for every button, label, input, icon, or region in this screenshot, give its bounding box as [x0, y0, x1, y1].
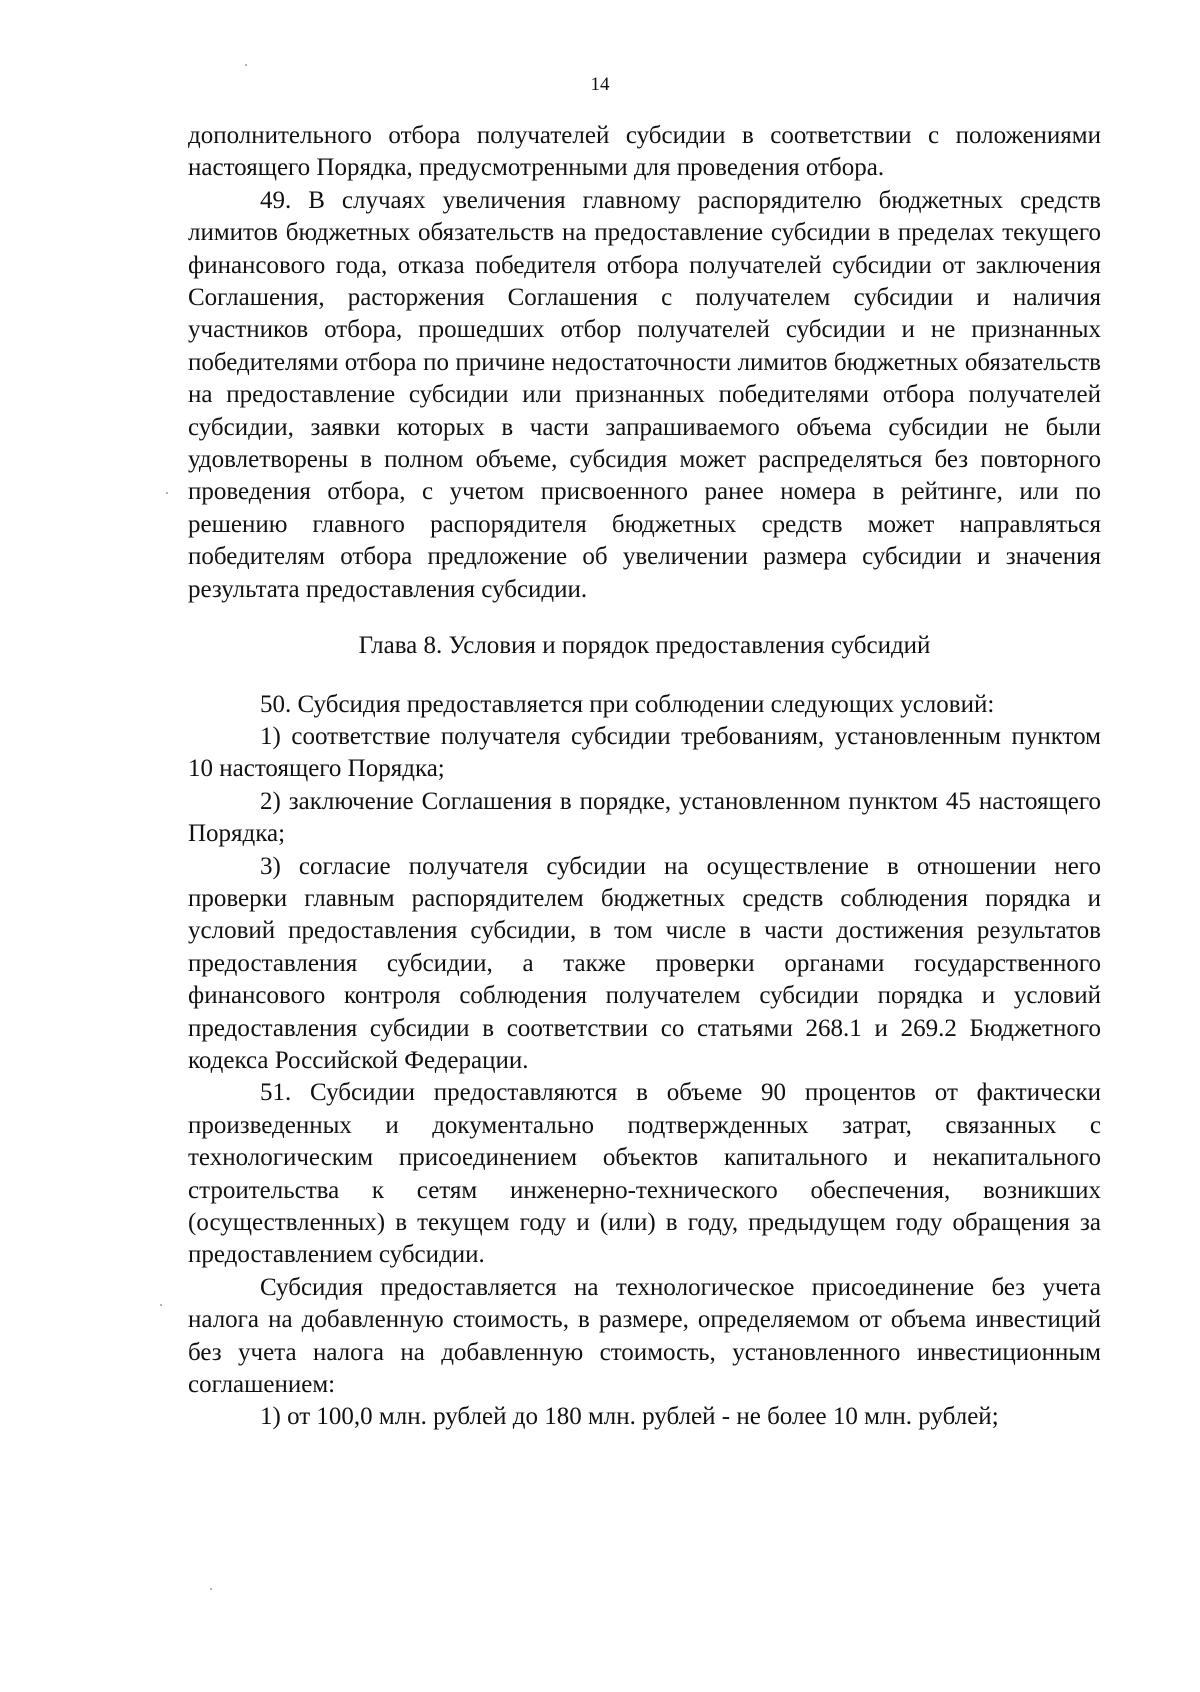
- paragraph-50: 50. Субсидия предоставляется при соблюдении следующих условий:: [260, 690, 995, 718]
- scan-speck: [166, 492, 168, 494]
- chapter-heading: Глава 8. Условия и порядок предоставления субсидий: [358, 632, 931, 660]
- paragraph-49: 49. В случаях увеличения главному распорядителю бюджетных средств лимитов бюджетных обязательств на предоставление субсидии в пределах текущего финансового года, отказа победителя отбора получателей субсидии от заключения Соглашения, расторжения Соглашения с получателем субсидии и наличия участников отбора, прошедших отбор получателей субсидии и не признанных победителями отбора по причине недостаточности лимитов бюджетных обязательств на предоставление субсидии или признанных победителями отбора получателей субсидии, заявки которых в части запрашиваемого объема субсидии не были удовлетворены в полном объеме, субсидия может распределяться без повторного проведения отбора, с учетом присвоенного ранее номера в рейтинге, или по решению главного распорядителя бюджетных средств может направляться победителям отбора предложение об увеличении размера субсидии и значения результата предоставления субсидии.: [188, 186, 1101, 603]
- paragraph-51-subsidy-basis: Субсидия предоставляется на технологическое присоединение без учета налога на добавленную стоимость, в размере, определяемом от объема инвестиций без учета налога на добавленную стоимость, установленного инвестиционным соглашением:: [188, 1273, 1101, 1399]
- scan-speck: [245, 64, 247, 66]
- scan-speck: [160, 1304, 162, 1306]
- paragraph-50-item-3: 3) согласие получателя субсидии на осуществление в отношении него проверки главным распорядителем бюджетных средств соблюдения порядка и условий предоставления субсидии, в том числе в части достижения результатов предоставления субсидии, а также проверки органами государственного финансового контроля соблюдения получателем субсидии порядка и условий предоставления субсидии в соответствии со статьями 268.1 и 269.2 Бюджетного кодекса Российской Федерации.: [188, 852, 1101, 1074]
- page-number: 14: [590, 74, 610, 95]
- paragraph-50-item-2: 2) заключение Соглашения в порядке, установленном пунктом 45 настоящего Порядка;: [188, 787, 1101, 848]
- paragraph-51-item-1: 1) от 100,0 млн. рублей до 180 млн. рублей - не более 10 млн. рублей;: [260, 1403, 999, 1431]
- document-body: [188, 120, 1101, 1434]
- paragraph-51: 51. Субсидии предоставляются в объеме 90 процентов от фактически произведенных и документально подтвержденных затрат, связанных с технологическим присоединением объектов капитального и некапитального строительства к сетям инженерно-технического обеспечения, возникших (осуществленных) в текущем году и (или) в году, предыдущем году обращения за предоставлением субсидии.: [188, 1079, 1101, 1269]
- paragraph-50-item-1: 1) соответствие получателя субсидии требованиям, установленным пунктом 10 настоящего Порядка;: [188, 722, 1101, 783]
- scan-speck: [210, 1588, 212, 1590]
- paragraph-continuation: дополнительного отбора получателей субсидии в соответствии с положениями настоящего Порядка, предусмотренными для проведения отбора.: [188, 122, 1101, 182]
